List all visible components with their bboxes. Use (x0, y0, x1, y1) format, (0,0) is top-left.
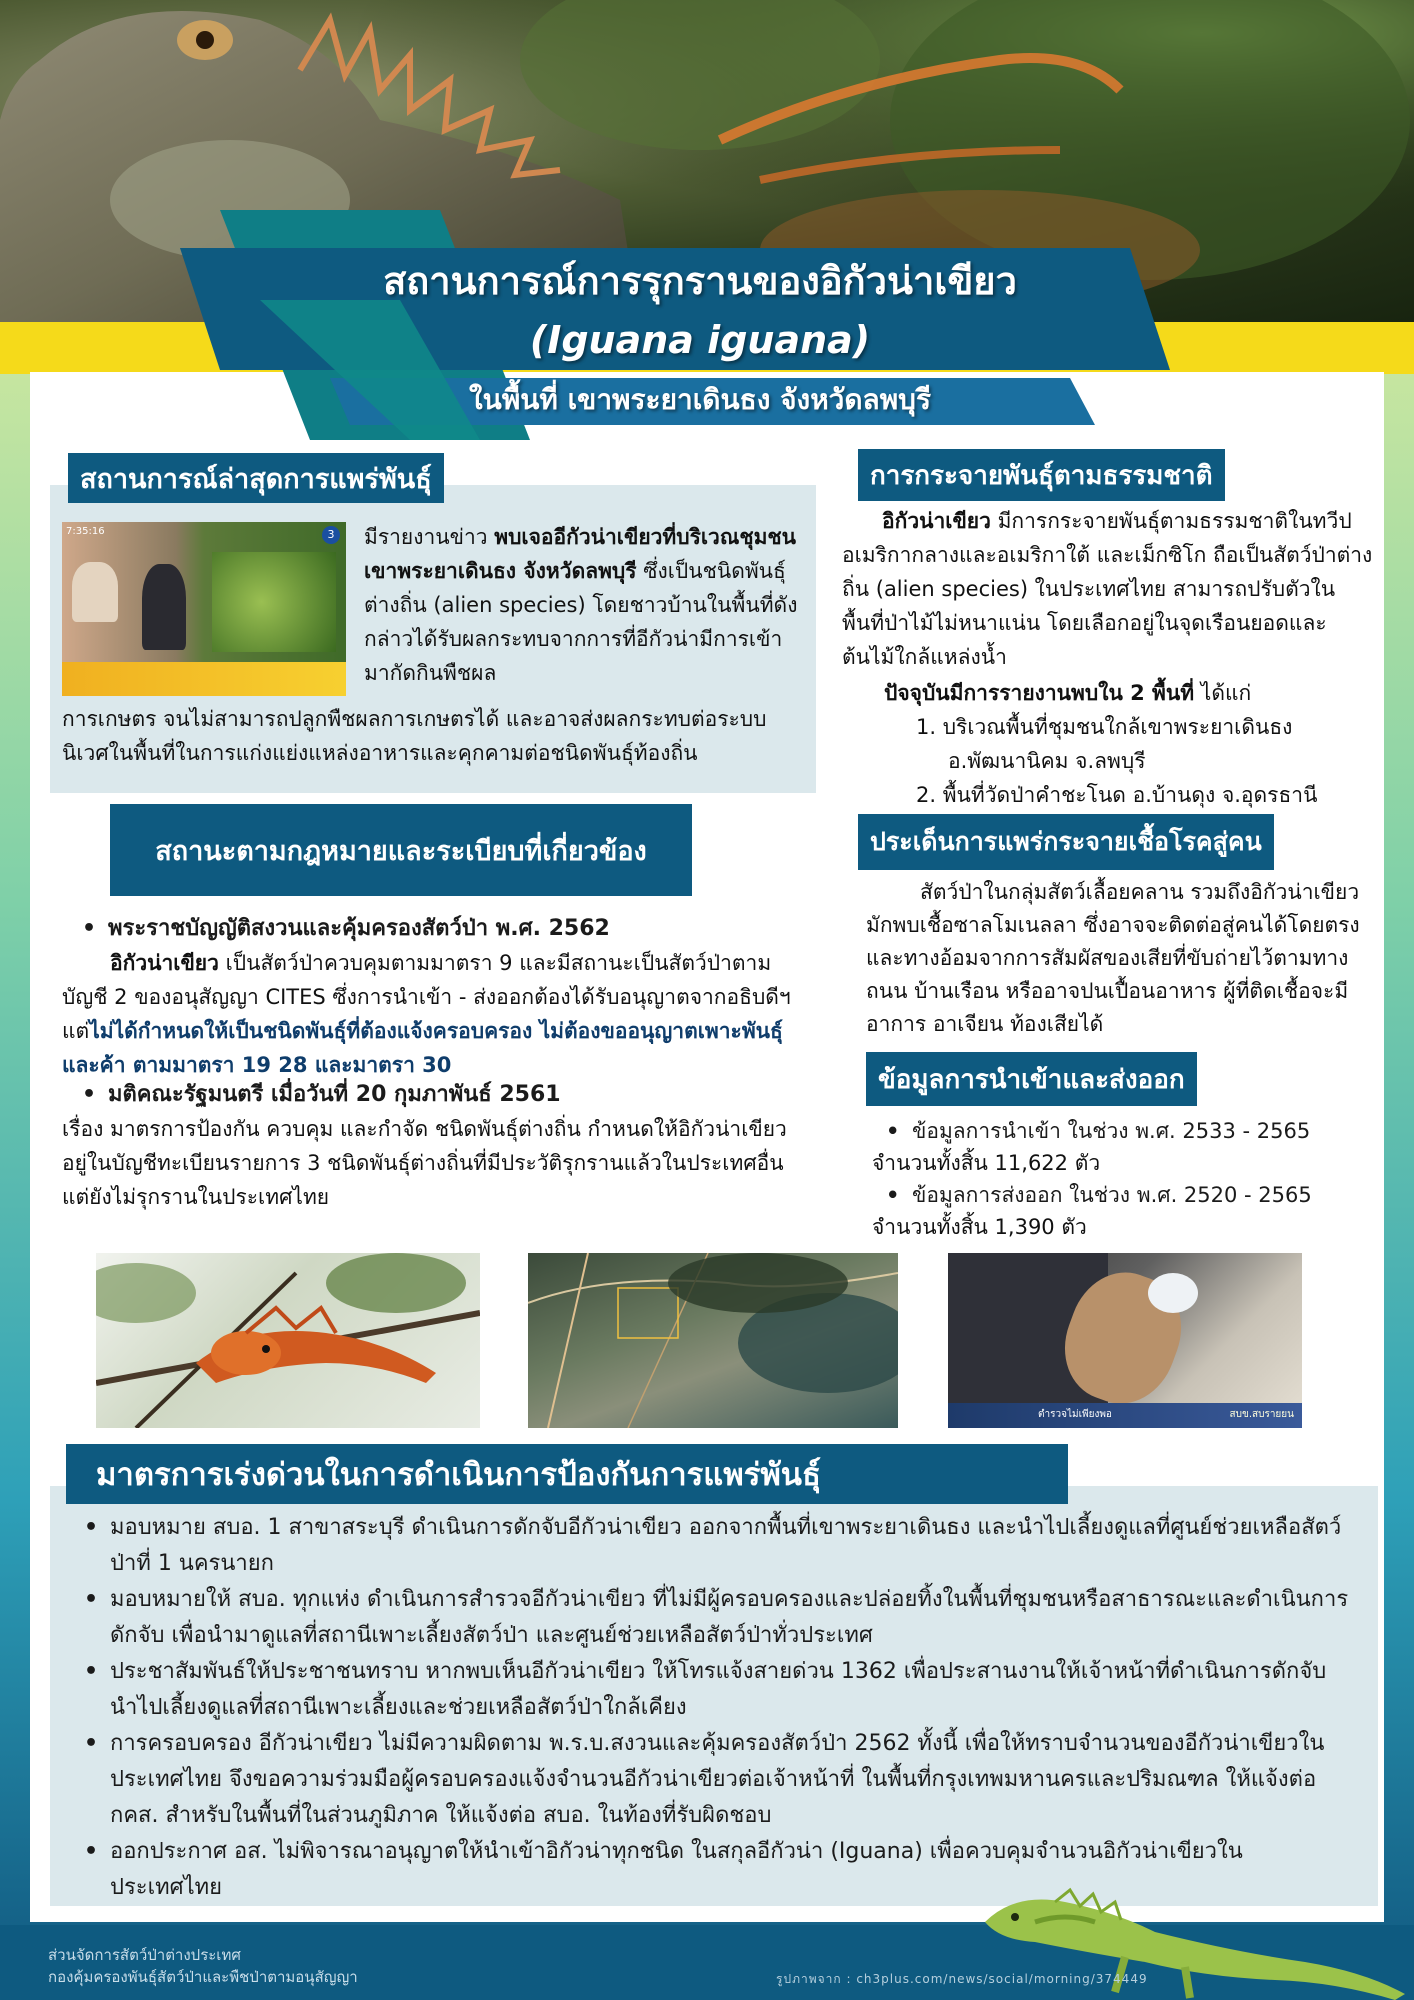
natural-header: การกระจายพันธุ์ตามธรรมชาติ (858, 449, 1225, 501)
legal-act-title: • พระราชบัญญัติสงวนและคุ้มครองสัตว์ป่า พ.ศ. 2562 (108, 912, 610, 946)
natural-subject: อิกัวน่าเขียว (882, 509, 991, 533)
measure-item-1: • มอบหมาย สบอ. 1 สาขาสระบุรี ดำเนินการดักจับอีกัวน่าเขียว ออกจากพื้นที่เขาพระยาเดินธง และนำไปเลี้ยงดูแลที่ศูนย์ช่วยเหลือสัตว์ป่าที่ 1 นครนายก (110, 1510, 1350, 1582)
natural-area-2: 2. พื้นที่วัดป่าคำชะโนด อ.บ้านดุง จ.อุดรธานี (916, 783, 1318, 807)
measure-item-4: • การครอบครอง อีกัวน่าเขียว ไม่มีความผิดตาม พ.ร.บ.สงวนและคุ้มครองสัตว์ป่า 2562 ทั้งนี้ เพื่อให้ทราบจำนวนของอีกัวน่าเขียวในประเทศไทย จึงขอความร่วมมือผู้ครอบครองแจ้งจำนวนอีกัวน่าเขียวต่อเจ้าหน้าที่ ในพื้นที่กรุงเทพมหานครและปริมณฑล ให้แจ้งต่อ กคส. สำหรับในพื้นที่ในส่วนภูมิภาค ให้แจ้งต่อ สบอ. ในท้องที่รับผิดชอบ (110, 1726, 1350, 1834)
natural-current-rest: ได้แก่ (1194, 681, 1252, 705)
legal-act-body (62, 946, 810, 1082)
footer-org-line1: ส่วนจัดการสัตว์ป่าต่างประเทศ (48, 1946, 241, 1964)
spread-intro-bold: พบเจออีกัวน่าเขียวที่บริเวณชุมชนเขาพระยาเดินธง จังหวัดลพบุรี (364, 525, 797, 583)
legal-act-text: เป็นสัตว์ป่าควบคุมตามมาตรา 9 และมีสถานะเป็นสัตว์ป่าตามบัญชี 2 ของอนุสัญญา CITES ซึ่งการนำเข้า - ส่งออกต้องได้รับอนุญาตจากอธิบดีฯ แต่ (62, 951, 791, 1043)
legal-header: สถานะตามกฎหมายและระเบียบที่เกี่ยวข้อง (110, 804, 692, 896)
news-caption: ตำรวจไม่เพียงพอ (1038, 1409, 1112, 1420)
measure-item-5: • ออกประกาศ อส. ไม่พิจารณาอนุญาตให้นำเข้าอิกัวน่าทุกชนิด ในสกุลอีกัวน่า (Iguana) เพื่อควบคุมจำนวนอิกัวน่าเขียวในประเทศไทย (110, 1834, 1350, 1906)
trade-header: ข้อมูลการนำเข้าและส่งออก (866, 1052, 1197, 1106)
trade-import-total: จำนวนทั้งสิ้น 11,622 ตัว (872, 1151, 1101, 1175)
title-location: ในพื้นที่ เขาพระยาเดินธง จังหวัดลพบุรี (469, 383, 931, 416)
legal-act-subject: อิกัวน่าเขียว (110, 951, 219, 975)
channel-logo: 3 (322, 526, 340, 544)
spread-body: ซึ่งเป็นชนิดพันธุ์ต่างถิ่น (alien species) โดยชาวบ้านในพื้นที่ดังกล่าวได้รับผลกระทบจากการที่อีกัวน่ามีการเข้ามากัดกินพืชผล (364, 559, 798, 685)
spread-intro-text: มีรายงานข่าว (364, 525, 495, 549)
legal-act-emphasis: ไม่ได้กำหนดให้เป็นชนิดพันธุ์ที่ต้องแจ้งครอบครอง ไม่ต้องขออนุญาตเพาะพันธุ์และค้า ตามมาตรา 19 28 และมาตรา 30 (62, 1019, 783, 1077)
trade-export: • ข้อมูลการส่งออก ในช่วง พ.ศ. 2520 - 2565 (912, 1178, 1312, 1212)
news-timestamp: 7:35:16 (66, 526, 105, 537)
footer-image-source: รูปภาพจาก : ch3plus.com/news/social/morning/374449 (776, 1972, 1148, 1986)
natural-area-1-district: อ.พัฒนานิคม จ.ลพบุรี (948, 749, 1146, 773)
news-photo-villagers (62, 522, 346, 696)
news-label: สบข.สบรายยน (1229, 1409, 1294, 1420)
spread-body-continued: การเกษตร จนไม่สามารถปลูกพืชผลการเกษตรได้ และอาจส่งผลกระทบต่อระบบนิเวศในพื้นที่ในการแก่งแย่งแหล่งอาหารและคุกคามต่อชนิดพันธุ์ท้องถิ่น (62, 707, 767, 765)
natural-current (884, 676, 1384, 710)
footer-org-line2: กองคุ้มครองพันธุ์สัตว์ป่าและพืชป่าตามอนุสัญญา (48, 1968, 358, 1986)
title-scientific-name: (Iguana iguana) (529, 318, 871, 362)
trade-export-total: จำนวนทั้งสิ้น 1,390 ตัว (872, 1215, 1087, 1239)
natural-text: มีการกระจายพันธุ์ตามธรรมชาติในทวีปอเมริกากลางและอเมริกาใต้ และเม็กซิโก ถือเป็นสัตว์ป่าต่างถิ่น (alien species) ในประเทศไทย สามารถปรับตัวในพื้นที่ป่าไม้ไม่หนาแน่น โดยเลือกอยู่ในจุดเรือนยอดและต้นไม้ใกล้แหล่งน้ำ (842, 509, 1373, 669)
photo-capture-news (948, 1253, 1302, 1428)
natural-area-1: 1. บริเวณพื้นที่ชุมชนใกล้เขาพระยาเดินธง (916, 715, 1293, 739)
natural-current-bold: ปัจจุบันมีการรายงานพบใน 2 พื้นที่ (884, 681, 1195, 705)
spread-intro (364, 520, 804, 690)
spread-header: สถานการณ์ล่าสุดการแพร่พันธุ์ (68, 453, 444, 503)
measure-item-3: • ประชาสัมพันธ์ให้ประชาชนทราบ หากพบเห็นอีกัวน่าเขียว ให้โทรแจ้งสายด่วน 1362 เพื่อประสานงานให้เจ้าหน้าที่ดำเนินการดักจับ นำไปเลี้ยงดูแลที่สถานีเพาะเลี้ยงและช่วยเหลือสัตว์ป่าใกล้เคียง (110, 1654, 1350, 1726)
photo-orange-iguana (96, 1253, 480, 1428)
disease-body: สัตว์ป่าในกลุ่มสัตว์เลื้อยคลาน รวมถึงอิกัวน่าเขียวมักพบเชื้อซาลโมเนลลา ซึ่งอาจจะติดต่อสู่คนได้โดยตรงและทางอ้อมจากการสัมผัสของเสียที่ขับถ่ายไว้ตามทางถนน บ้านเรือน หรืออาจปนเปื้อนอาหาร ผู้ที่ติดเชื้อจะมีอาการ อาเจียน ท้องเสียได้ (866, 880, 1360, 1036)
legal-cabinet-body: เรื่อง มาตรการป้องกัน ควบคุม และกำจัด ชนิดพันธุ์ต่างถิ่น กำหนดให้อิกัวน่าเขียวอยู่ในบัญชีทะเบียนรายการ 3 ชนิดพันธุ์ต่างถิ่นที่มีประวัติรุกรานแล้วในประเทศอื่นแต่ยังไม่รุกรานในประเทศไทย (62, 1117, 787, 1209)
natural-body (842, 504, 1376, 674)
measure-item-2: • มอบหมายให้ สบอ. ทุกแห่ง ดำเนินการสำรวจอีกัวน่าเขียว ที่ไม่มีผู้ครอบครองและปล่อยทิ้งในพื้นที่ชุมชนหรือสาธารณะและดำเนินการดักจับ เพื่อนำมาดูแลที่สถานีเพาะเลี้ยงสัตว์ป่า และศูนย์ช่วยเหลือสัตว์ป่าทั่วประเทศ (110, 1582, 1350, 1654)
photo-satellite-map (528, 1253, 898, 1428)
title-thai: สถานการณ์การรุกรานของอิกัวน่าเขียว (383, 259, 1017, 303)
legal-cabinet-title: • มติคณะรัฐมนตรี เมื่อวันที่ 20 กุมภาพันธ์ 2561 (108, 1078, 561, 1112)
trade-import: • ข้อมูลการนำเข้า ในช่วง พ.ศ. 2533 - 2565 (912, 1114, 1310, 1148)
measures-header: มาตรการเร่งด่วนในการดำเนินการป้องกันการแพร่พันธุ์ (66, 1444, 1068, 1504)
disease-header: ประเด็นการแพร่กระจายเชื้อโรคสู่คน (858, 814, 1274, 870)
